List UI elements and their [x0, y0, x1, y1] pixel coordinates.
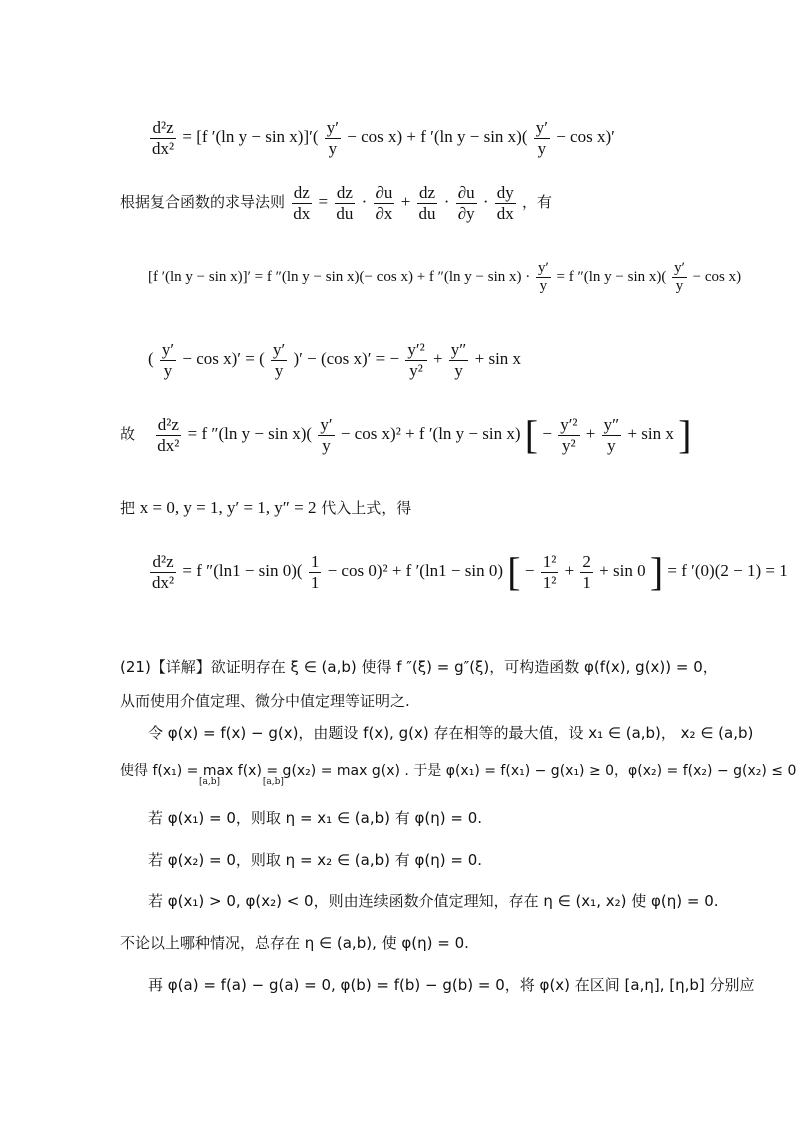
chain-rule-statement: 根据复合函数的求导法则 $\frac{dz}{dx}$ = $\frac{dz}{du}$ · $\frac{\partial u}{\partial x}$ + $\frac{dz}{du}$ · $\frac{\partial u}{\partial y}$ · $\frac{dy}{dx}$ ，有	[120, 183, 553, 223]
equation-derivative-ratio: ( $\frac{y'}{y}$ − cos x)′ = ( $\frac{y'}{y}$ )′ − (cos x)′ = − $\frac{\text{y′²}}{\text{y²}}$ + $\frac{y''}{y}$ + sin x	[148, 340, 522, 380]
equation-d2z-dx2-initial: $\frac{\text{d²z}}{\text{dx²}}$ = [f ′(ln y − sin x)]′( $\frac{y'}{y}$ − cos x) + f ′(ln y − sin x)( $\frac{y'}{y}$ − cos x)′	[152, 118, 615, 158]
problem-21-line-1: (21)【详解】欲证明存在 ξ ∈ (a,b) 使得 f ″(ξ) = g″(ξ)，可构造函数 φ(f(x), g(x)) = 0，	[120, 658, 718, 676]
problem-21-conclusion: 不论以上哪种情况，总存在 η ∈ (a,b), 使 φ(η) = 0.	[120, 934, 469, 952]
problem-21-case-1: 若 φ(x₁) = 0，则取 η = x₁ ∈ (a,b) 有 φ(η) = 0.	[148, 809, 483, 827]
problem-21-line-2: 从而使用介值定理、微分中值定理等证明之.	[120, 692, 410, 710]
problem-21-case-2: 若 φ(x₂) = 0，则取 η = x₂ ∈ (a,b) 有 φ(η) = 0.	[148, 851, 483, 869]
equation-second-derivative-result: 故 $\frac{\text{d²z}}{\text{dx²}}$ = f ″(ln y − sin x)( $\frac{y'}{y}$ − cos x)² + f ′(ln y − sin x) [ − $\frac{\text{y′²}}{\text{y²}}$ + $\frac{y''}{y}$ + sin x ]	[120, 412, 692, 458]
equation-derivative-f-prime: [f ′(ln y − sin x)]′ = f ″(ln y − sin x)(− cos x) + f ″(ln y − sin x) · $\frac{y'}{y}$ = f ″(ln y − sin x)( $\frac{y'}{y}$ − cos x)	[148, 260, 742, 295]
equation-evaluated-result: $\frac{\text{d²z}}{\text{dx²}}$ = f ″(ln1 − sin 0)( $\frac{1}{1}$ − cos 0)² + f ′(ln1 − sin 0) [ − $\frac{\text{1²}}{\text{1²}}$ + $\frac{2}{1}$ + sin 0 ] = f ′(0)(2 − 1) = 1	[152, 549, 788, 595]
problem-21-case-3: 若 φ(x₁) > 0, φ(x₂) < 0，则由连续函数介值定理知，存在 η ∈ (x₁, x₂) 使 φ(η) = 0.	[148, 892, 719, 910]
problem-21-line-9: 再 φ(a) = f(a) − g(a) = 0, φ(b) = f(b) − g(b) = 0，将 φ(x) 在区间 [a,η], [η,b] 分别应	[148, 976, 755, 994]
problem-21-line-3: 令 φ(x) = f(x) − g(x)，由题设 f(x), g(x) 存在相等的最大值，设 x₁ ∈ (a,b)， x₂ ∈ (a,b)	[148, 724, 754, 742]
substitution-statement: 把 x = 0, y = 1, y′ = 1, y″ = 2 代入上式，得	[120, 498, 412, 517]
problem-21-line-4-subscript: [a,b] [a,b]	[199, 777, 284, 787]
problem-21-line-4: 使得 f(x₁) = max f(x) = g(x₂) = max g(x) . 于是 φ(x₁) = f(x₁) − g(x₁) ≥ 0，φ(x₂) = f(x₂) − g(x₂) ≤ 0	[120, 763, 797, 779]
